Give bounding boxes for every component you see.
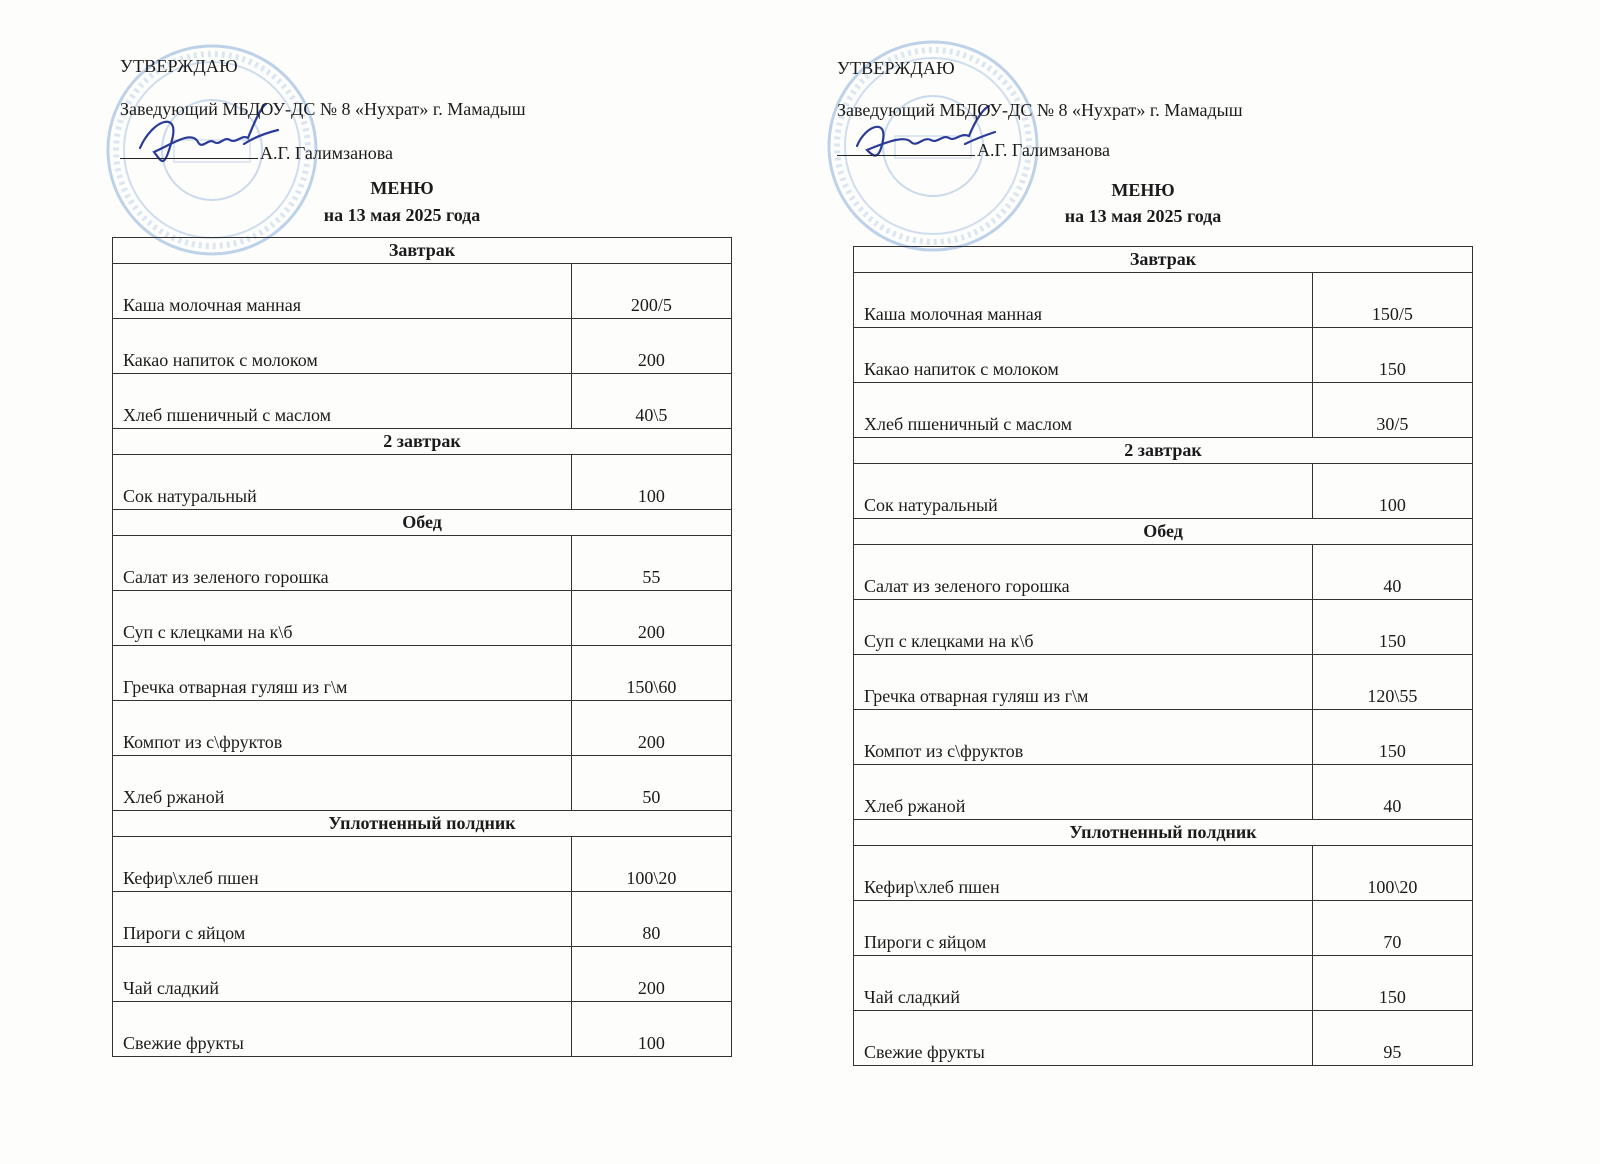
signature-line	[120, 143, 393, 164]
portion-size: 95	[1312, 1011, 1472, 1066]
section-title: 2 завтрак	[854, 438, 1473, 464]
document-header	[112, 0, 752, 240]
table-row	[854, 545, 1473, 600]
table-row	[854, 846, 1473, 901]
table-row	[854, 765, 1473, 820]
dish-name: Каша молочная манная	[854, 273, 1313, 328]
table-row	[854, 328, 1473, 383]
dish-name: Компот из с\фруктов	[113, 701, 572, 756]
dish-name: Пироги с яйцом	[113, 892, 572, 947]
signature-line	[837, 140, 1110, 161]
section-header-row	[854, 820, 1473, 846]
table-row	[854, 710, 1473, 765]
portion-size: 200	[571, 591, 731, 646]
dish-name: Сок натуральный	[113, 455, 572, 510]
portion-size: 150/5	[1312, 273, 1472, 328]
dish-name: Гречка отварная гуляш из г\м	[113, 646, 572, 701]
section-title: Уплотненный полдник	[854, 820, 1473, 846]
section-header-row	[854, 438, 1473, 464]
portion-size: 150	[1312, 956, 1472, 1011]
table-row	[113, 374, 732, 429]
portion-size: 200/5	[571, 264, 731, 319]
portion-size: 100\20	[571, 837, 731, 892]
table-row	[113, 646, 732, 701]
menu-date: на 13 мая 2025 года	[323, 205, 481, 225]
portion-size: 100\20	[1312, 846, 1472, 901]
dish-name: Хлеб ржаной	[113, 756, 572, 811]
table-row	[854, 1011, 1473, 1066]
dish-name: Какао напиток с молоком	[113, 319, 572, 374]
dish-name: Салат из зеленого горошка	[854, 545, 1313, 600]
portion-size: 40\5	[571, 374, 731, 429]
table-row	[854, 273, 1473, 328]
table-row	[854, 655, 1473, 710]
menu-table	[112, 237, 732, 1057]
section-title: Завтрак	[113, 238, 732, 264]
signature-blank	[837, 143, 975, 156]
portion-size: 150\60	[571, 646, 731, 701]
dish-name: Салат из зеленого горошка	[113, 536, 572, 591]
menu-table	[853, 246, 1473, 1066]
table-row	[113, 264, 732, 319]
section-header-row	[113, 238, 732, 264]
table-row	[113, 756, 732, 811]
dish-name: Сок натуральный	[854, 464, 1313, 519]
dish-name: Суп с клецками на к\б	[113, 591, 572, 646]
dish-name: Пироги с яйцом	[854, 901, 1313, 956]
table-row	[113, 701, 732, 756]
portion-size: 55	[571, 536, 731, 591]
dish-name: Кефир\хлеб пшен	[854, 846, 1313, 901]
menu-title: МЕНЮ	[1111, 180, 1175, 200]
dish-name: Гречка отварная гуляш из г\м	[854, 655, 1313, 710]
dish-name: Кефир\хлеб пшен	[113, 837, 572, 892]
portion-size: 100	[571, 455, 731, 510]
section-title: Уплотненный полдник	[113, 811, 732, 837]
portion-size: 80	[571, 892, 731, 947]
menu-document-right	[837, 0, 1493, 1100]
portion-size: 40	[1312, 765, 1472, 820]
signatory-name: А.Г. Галимзанова	[977, 140, 1110, 160]
menu-document-left	[112, 0, 752, 1100]
table-row	[113, 536, 732, 591]
section-header-row	[854, 519, 1473, 545]
table-row	[113, 947, 732, 1002]
document-header	[837, 0, 1493, 246]
section-header-row	[113, 510, 732, 536]
table-row	[854, 901, 1473, 956]
section-header-row	[113, 811, 732, 837]
approval-heading: УТВЕРЖДАЮ	[120, 56, 238, 76]
approval-heading: УТВЕРЖДАЮ	[837, 58, 955, 78]
table-row	[113, 1002, 732, 1057]
director-position: Заведующий МБДОУ-ДС № 8 «Нухрат» г. Мамадыш	[120, 99, 526, 119]
portion-size: 200	[571, 319, 731, 374]
portion-size: 200	[571, 701, 731, 756]
menu-title: МЕНЮ	[370, 178, 434, 198]
portion-size: 120\55	[1312, 655, 1472, 710]
table-row	[854, 464, 1473, 519]
table-row	[113, 837, 732, 892]
table-row	[113, 591, 732, 646]
dish-name: Суп с клецками на к\б	[854, 600, 1313, 655]
dish-name: Хлеб ржаной	[854, 765, 1313, 820]
section-title: Завтрак	[854, 247, 1473, 273]
dish-name: Хлеб пшеничный с маслом	[113, 374, 572, 429]
portion-size: 100	[571, 1002, 731, 1057]
section-title: 2 завтрак	[113, 429, 732, 455]
section-title: Обед	[113, 510, 732, 536]
portion-size: 150	[1312, 328, 1472, 383]
portion-size: 70	[1312, 901, 1472, 956]
portion-size: 150	[1312, 710, 1472, 765]
portion-size: 150	[1312, 600, 1472, 655]
dish-name: Какао напиток с молоком	[854, 328, 1313, 383]
dish-name: Каша молочная манная	[113, 264, 572, 319]
signatory-name: А.Г. Галимзанова	[260, 143, 393, 163]
portion-size: 30/5	[1312, 383, 1472, 438]
section-title: Обед	[854, 519, 1473, 545]
portion-size: 200	[571, 947, 731, 1002]
section-header-row	[854, 247, 1473, 273]
dish-name: Компот из с\фруктов	[854, 710, 1313, 765]
table-row	[113, 455, 732, 510]
dish-name: Хлеб пшеничный с маслом	[854, 383, 1313, 438]
dish-name: Свежие фрукты	[854, 1011, 1313, 1066]
table-row	[854, 383, 1473, 438]
table-row	[854, 600, 1473, 655]
menu-date: на 13 мая 2025 года	[1064, 206, 1222, 226]
portion-size: 40	[1312, 545, 1472, 600]
dish-name: Чай сладкий	[113, 947, 572, 1002]
portion-size: 50	[571, 756, 731, 811]
section-header-row	[113, 429, 732, 455]
portion-size: 100	[1312, 464, 1472, 519]
signature-blank	[120, 146, 258, 159]
director-position: Заведующий МБДОУ-ДС № 8 «Нухрат» г. Мамадыш	[837, 100, 1243, 120]
table-row	[113, 892, 732, 947]
table-row	[113, 319, 732, 374]
dish-name: Чай сладкий	[854, 956, 1313, 1011]
dish-name: Свежие фрукты	[113, 1002, 572, 1057]
table-row	[854, 956, 1473, 1011]
